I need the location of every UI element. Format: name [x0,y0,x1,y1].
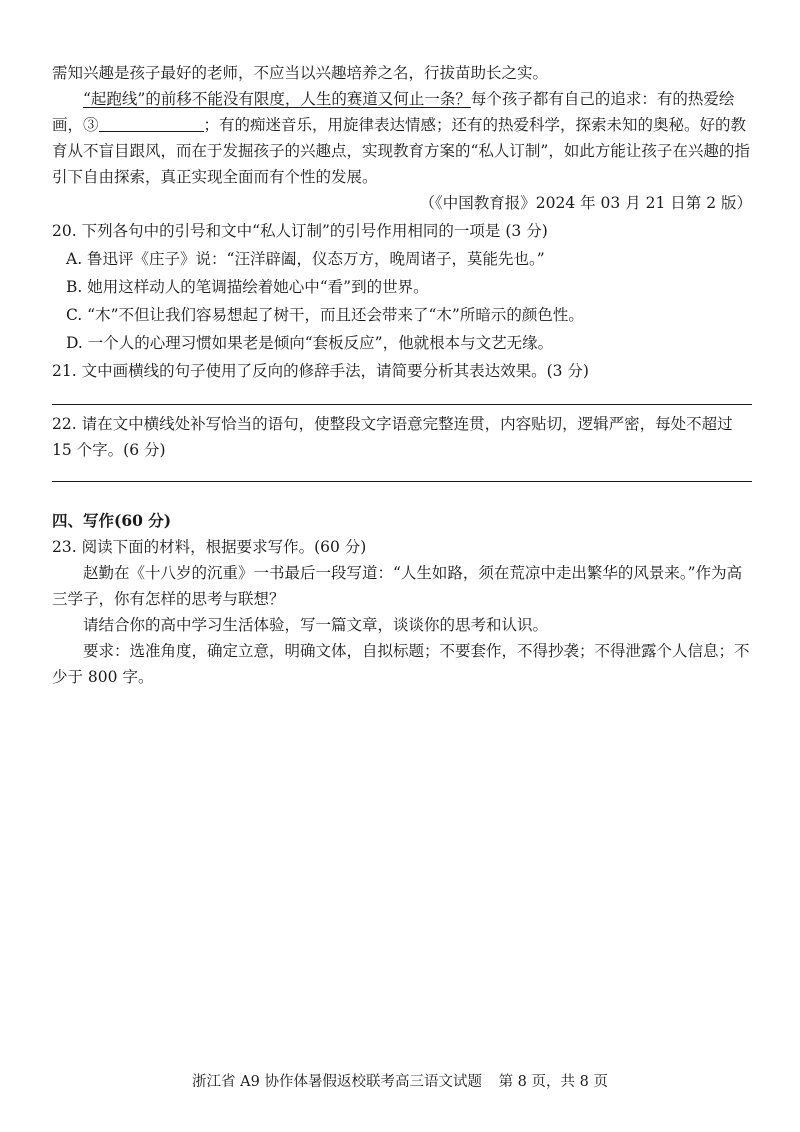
passage-line-1: 需知兴趣是孩子最好的老师，不应当以兴趣培养之名，行拔苗助长之实。 [52,64,549,82]
question-22-stem: 22. 请在文中横线处补写恰当的语句，使整段文字语意完整连贯，内容贴切，逻辑严密，每处不超过 15 个字。(6 分) [52,415,733,459]
footer-page-number: 第 8 页，共 8 页 [498,1074,608,1090]
question-21-answer-line[interactable] [52,384,752,405]
passage-text-continued: ；有的痴迷音乐，用旋律表达情感；还有的热爱科学，探索未知的奥秘。好的教育从不盲目跟风，而在于发掘孩子的兴趣点，实现教育方案的“私人订制”，如此方能让孩子在兴趣的指引下自由探索，真正实现全面而有个性的发展。 [52,116,750,186]
page-footer [0,1070,800,1091]
question-22-answer-line[interactable] [52,463,752,482]
question-23-stem: 23. 阅读下面的材料，根据要求写作。(60 分) [52,538,367,556]
footer-exam-title: 浙江省 A9 协作体暑假返校联考高三语文试题 [192,1074,482,1090]
passage-source: （《中国教育报》2024 年 03 月 21 日第 2 版） [419,194,752,212]
exam-page [52,60,752,690]
underlined-sentence: “起跑线”的前移不能没有限度，人生的赛道又何止一条？ [83,90,471,108]
question-20-stem: 20. 下列各句中的引号和文中“私人订制”的引号作用相同的一项是 (3 分) [52,222,548,240]
question-23-instruction: 请结合你的高中学习生活体验，写一篇文章，谈谈你的思考和认识。 [83,616,549,634]
section-4-title: 四、写作(60 分) [52,511,172,530]
question-20-option-d: D. 一个人的心理习惯如果老是倾向“套板反应”，他就根本与文艺无缘。 [66,334,554,352]
question-21-stem: 21. 文中画横线的句子使用了反向的修辞手法，请简要分析其表达效果。(3 分) [52,362,589,380]
passage-paragraph-2 [52,86,752,190]
question-20-option-c: C. “木”不但让我们容易想起了树干，而且还会带来了“木”所暗示的颜色性。 [66,306,584,324]
answer-blank-3[interactable] [99,115,204,132]
question-20-option-b: B. 她用这样动人的笔调描绘着她心中“看”到的世界。 [66,278,429,296]
question-23-material: 赵勤在《十八岁的沉重》一书最后一段写道：“人生如路，须在荒凉中走出繁华的风景来。”作为高三学子，你有怎样的思考与联想？ [52,564,743,608]
question-23-requirements: 要求：选准角度，确定立意，明确文体，自拟标题；不要套作，不得抄袭；不得泄露个人信息；不少于 800 字。 [52,642,750,686]
question-20-option-a: A. 鲁迅评《庄子》说：“汪洋辟阖，仪态万方，晚周诸子，莫能先也。” [66,250,545,268]
passage-text: 每个孩子都有自己的追求：有的热爱绘画，③ [52,90,735,134]
